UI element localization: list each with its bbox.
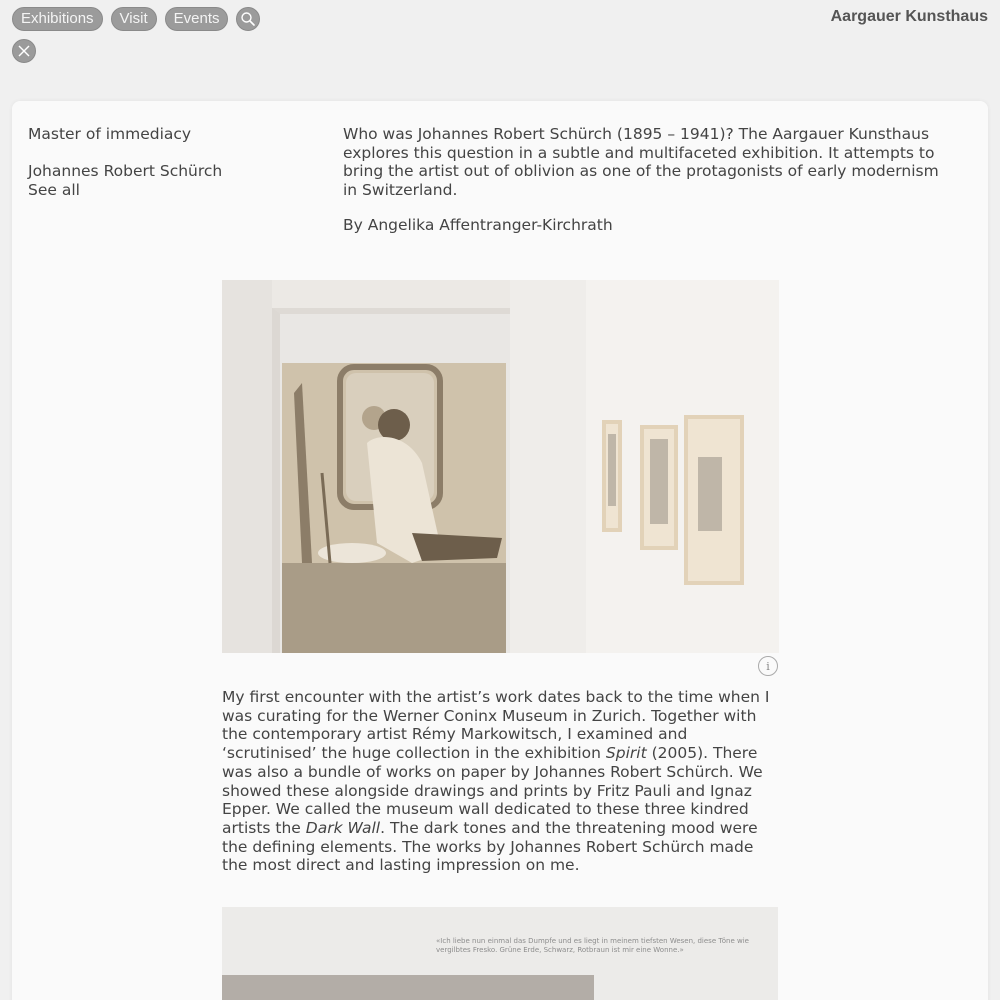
- article-card: [12, 101, 988, 1000]
- main-nav: [12, 7, 260, 31]
- wall-quote: «Ich liebe nun einmal das Dumpfe und es liegt in meinem tiefsten Wesen, diese Töne wie vergilbtes Fresko. Grüne Erde, Schwarz, Rotbraun ist mir eine Wonne.»: [436, 937, 749, 954]
- article-intro: Who was Johannes Robert Schürch (1895 – 1941)? The Aargauer Kunsthaus explores this question in a subtle and multifaceted exhibition. It attempts to bring the artist out of oblivion as one of the protagonists of early modernism in Switzerland.: [343, 125, 939, 200]
- article-sidebar: [28, 125, 222, 200]
- info-icon: i: [766, 659, 770, 673]
- article-author: By Angelika Affentranger-Kirchrath: [343, 216, 613, 234]
- see-all-link[interactable]: See all: [28, 181, 80, 199]
- close-button[interactable]: [12, 39, 36, 63]
- search-icon: [240, 11, 256, 27]
- article-title: Master of immediacy: [28, 125, 192, 143]
- exhibition-photo: [222, 280, 779, 653]
- exhibition-wall-photo: [222, 907, 778, 1000]
- site-logo-link[interactable]: Aargauer Kunsthaus: [830, 8, 988, 25]
- image-info-button[interactable]: [758, 656, 778, 676]
- close-icon: [17, 44, 31, 58]
- nav-visit-button[interactable]: Visit: [111, 7, 157, 31]
- search-button[interactable]: [236, 7, 260, 31]
- nav-exhibitions-button[interactable]: Exhibitions: [12, 7, 103, 31]
- artist-link[interactable]: Johannes Robert Schürch: [28, 162, 223, 180]
- nav-events-button[interactable]: Events: [165, 7, 229, 31]
- mirror-photograph: [282, 363, 506, 653]
- article-body: My first encounter with the artist’s work dates back to the time when I was curating for the Werner Coninx Museum in Zurich. Together with the contemporary artist Rémy Markowitsch, I examined and ‘scrutinised’ the huge collection in the exhibition Spirit (2005). There was also a bundle of works on paper by Johannes Robert Schürch. We showed these alongside drawings and prints by Fritz Pauli and Ignaz Epper. We called the museum wall dedicated to these three kindred artists the Dark Wall. The dark tones and the threatening mood were the defining elements. The works by Johannes Robert Schürch made the most direct and lasting impression on me.: [222, 688, 770, 875]
